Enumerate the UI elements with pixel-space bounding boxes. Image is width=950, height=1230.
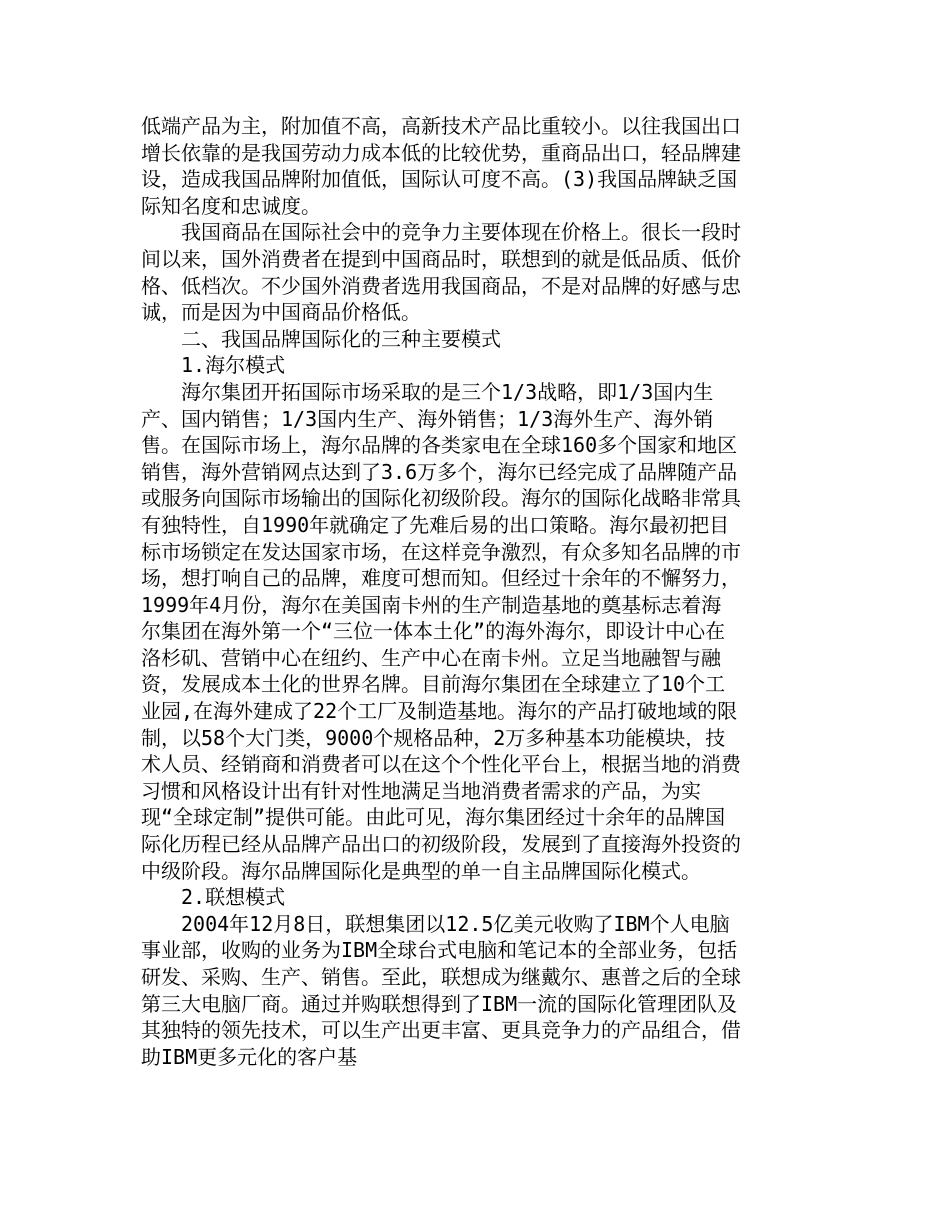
- paragraph-2: 我国商品在国际社会中的竞争力主要体现在价格上。很长一段时间以来，国外消费者在提到中国商品时，联想到的就是低品质、低价格、低档次。不少国外消费者选用我国商品，不是对品牌的好感与忠诚，而是因为中国商品价格低。: [141, 220, 741, 325]
- section-heading-brand-modes: 二、我国品牌国际化的三种主要模式: [181, 326, 501, 351]
- subheading-lenovo-mode: 2.联想模式: [181, 885, 286, 910]
- document-body: [141, 113, 741, 1070]
- subheading-haier-mode: 1.海尔模式: [181, 353, 286, 378]
- paragraph-1: 低端产品为主，附加值不高，高新技术产品比重较小。以往我国出口增长依靠的是我国劳动力成本低的比较优势，重商品出口，轻品牌建设，造成我国品牌附加值低，国际认可度不高。(3)我国品牌缺乏国际知名度和忠诚度。: [141, 114, 741, 218]
- paragraph-haier: 海尔集团开拓国际市场采取的是三个1/3战略，即1/3国内生产、国内销售；1/3国内生产、海外销售；1/3海外生产、海外销售。在国际市场上，海尔品牌的各类家电在全球160多个国家和地区销售，海外营销网点达到了3.6万多个，海尔已经完成了品牌随产品或服务向国际市场输出的国际化初级阶段。海尔的国际化战略非常具有独特性，自1990年就确定了先难后易的出口策略。海尔最初把目标市场锁定在发达国家市场，在这样竞争激烈，有众多知名品牌的市场，想打响自己的品牌，难度可想而知。但经过十余年的不懈努力，1999年4月份，海尔在美国南卡州的生产制造基地的奠基标志着海尔集团在海外第一个“三位一体本土化”的海外海尔，即设计中心在洛杉矶、营销中心在纽约、生产中心在南卡州。立足当地融智与融资，发展成本土化的世界名牌。目前海尔集团在全球建立了10个工业园,在海外建成了22个工厂及制造基地。海尔的产品打破地域的限制，以58个大门类，9000个规格品种，2万多种基本功能模块，技术人员、经销商和消费者可以在这个个性化平台上，根据当地的消费习惯和风格设计出有针对性地满足当地消费者需求的产品，为实现“全球定制”提供可能。由此可见，海尔集团经过十余年的品牌国际化历程已经从品牌产品出口的初级阶段，发展到了直接海外投资的中级阶段。海尔品牌国际化是典型的单一自主品牌国际化模式。: [141, 379, 741, 883]
- paragraph-lenovo: 2004年12月8日，联想集团以12.5亿美元收购了IBM个人电脑事业部，收购的业务为IBM全球台式电脑和笔记本的全部业务，包括研发、采购、生产、销售。至此，联想成为继戴尔、惠普之后的全球第三大电脑厂商。通过并购联想得到了IBM一流的国际化管理团队及其独特的领先技术，可以生产出更丰富、更具竞争力的产品组合，借助IBM更多元化的客户基: [141, 911, 741, 1069]
